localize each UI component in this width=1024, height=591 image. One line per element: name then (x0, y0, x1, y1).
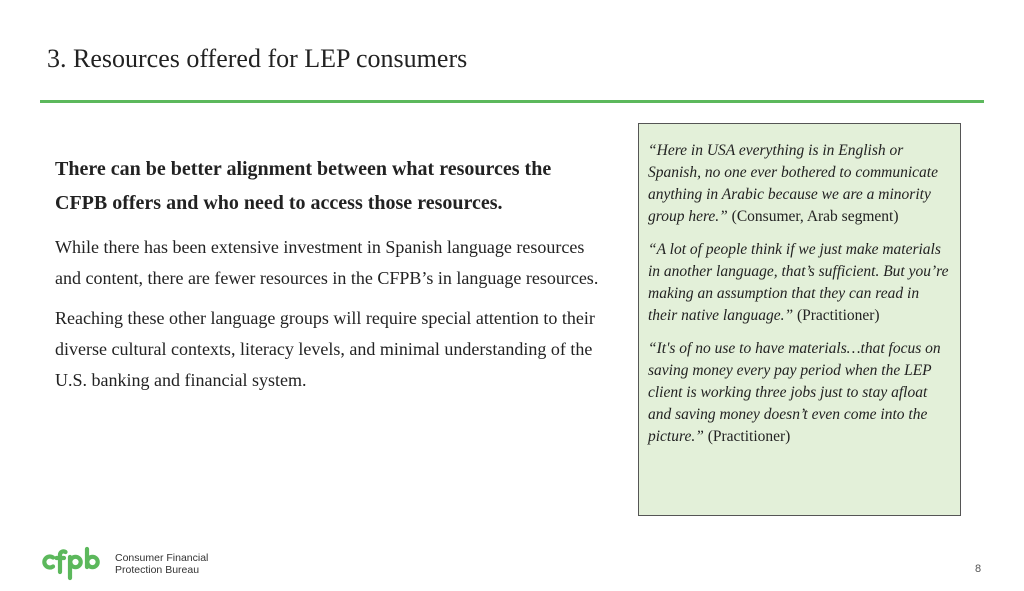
quote-box (638, 123, 961, 516)
quote-text: “A lot of people think if we just make materials in another language, that’s sufficient. But you’re making an assumption that they can read in their native language.” (648, 241, 949, 324)
agency-name-line: Consumer Financial (115, 552, 209, 564)
title-divider (40, 100, 984, 103)
quote-source: (Practitioner) (707, 428, 791, 445)
cfpb-logo-icon (40, 543, 108, 581)
slide-title: 3. Resources offered for LEP consumers (47, 44, 468, 73)
body-paragraph: Reaching these other language groups will require special attention to their diverse cultural contexts, literacy levels, and minimal understanding of the U.S. banking and financial system. (55, 308, 595, 390)
lead-statement: There can be better alignment between what resources the CFPB offers and who need to access those resources. (55, 158, 552, 214)
quote-item (648, 140, 952, 228)
main-content (55, 153, 600, 405)
quote-source: (Practitioner) (796, 307, 880, 324)
quote-text: “It's of no use to have materials…that focus on saving money every pay period when the LEP client is working three jobs just to stay afloat and saving money doesn’t even come into the picture.” (648, 340, 941, 445)
agency-name-line: Protection Bureau (115, 564, 200, 576)
quote-text: “Here in USA everything is in English or Spanish, no one ever bothered to communicate anything in Arabic because we are a minority group here.” (648, 142, 938, 225)
quote-item (648, 338, 952, 448)
page-number: 8 (975, 563, 982, 575)
agency-name (115, 552, 208, 576)
body-paragraph: While there has been extensive investment in Spanish language resources and content, there are fewer resources in the CFPB’s in language resources. (55, 237, 599, 288)
quote-source: (Consumer, Arab segment) (731, 208, 899, 225)
quote-item (648, 239, 952, 327)
